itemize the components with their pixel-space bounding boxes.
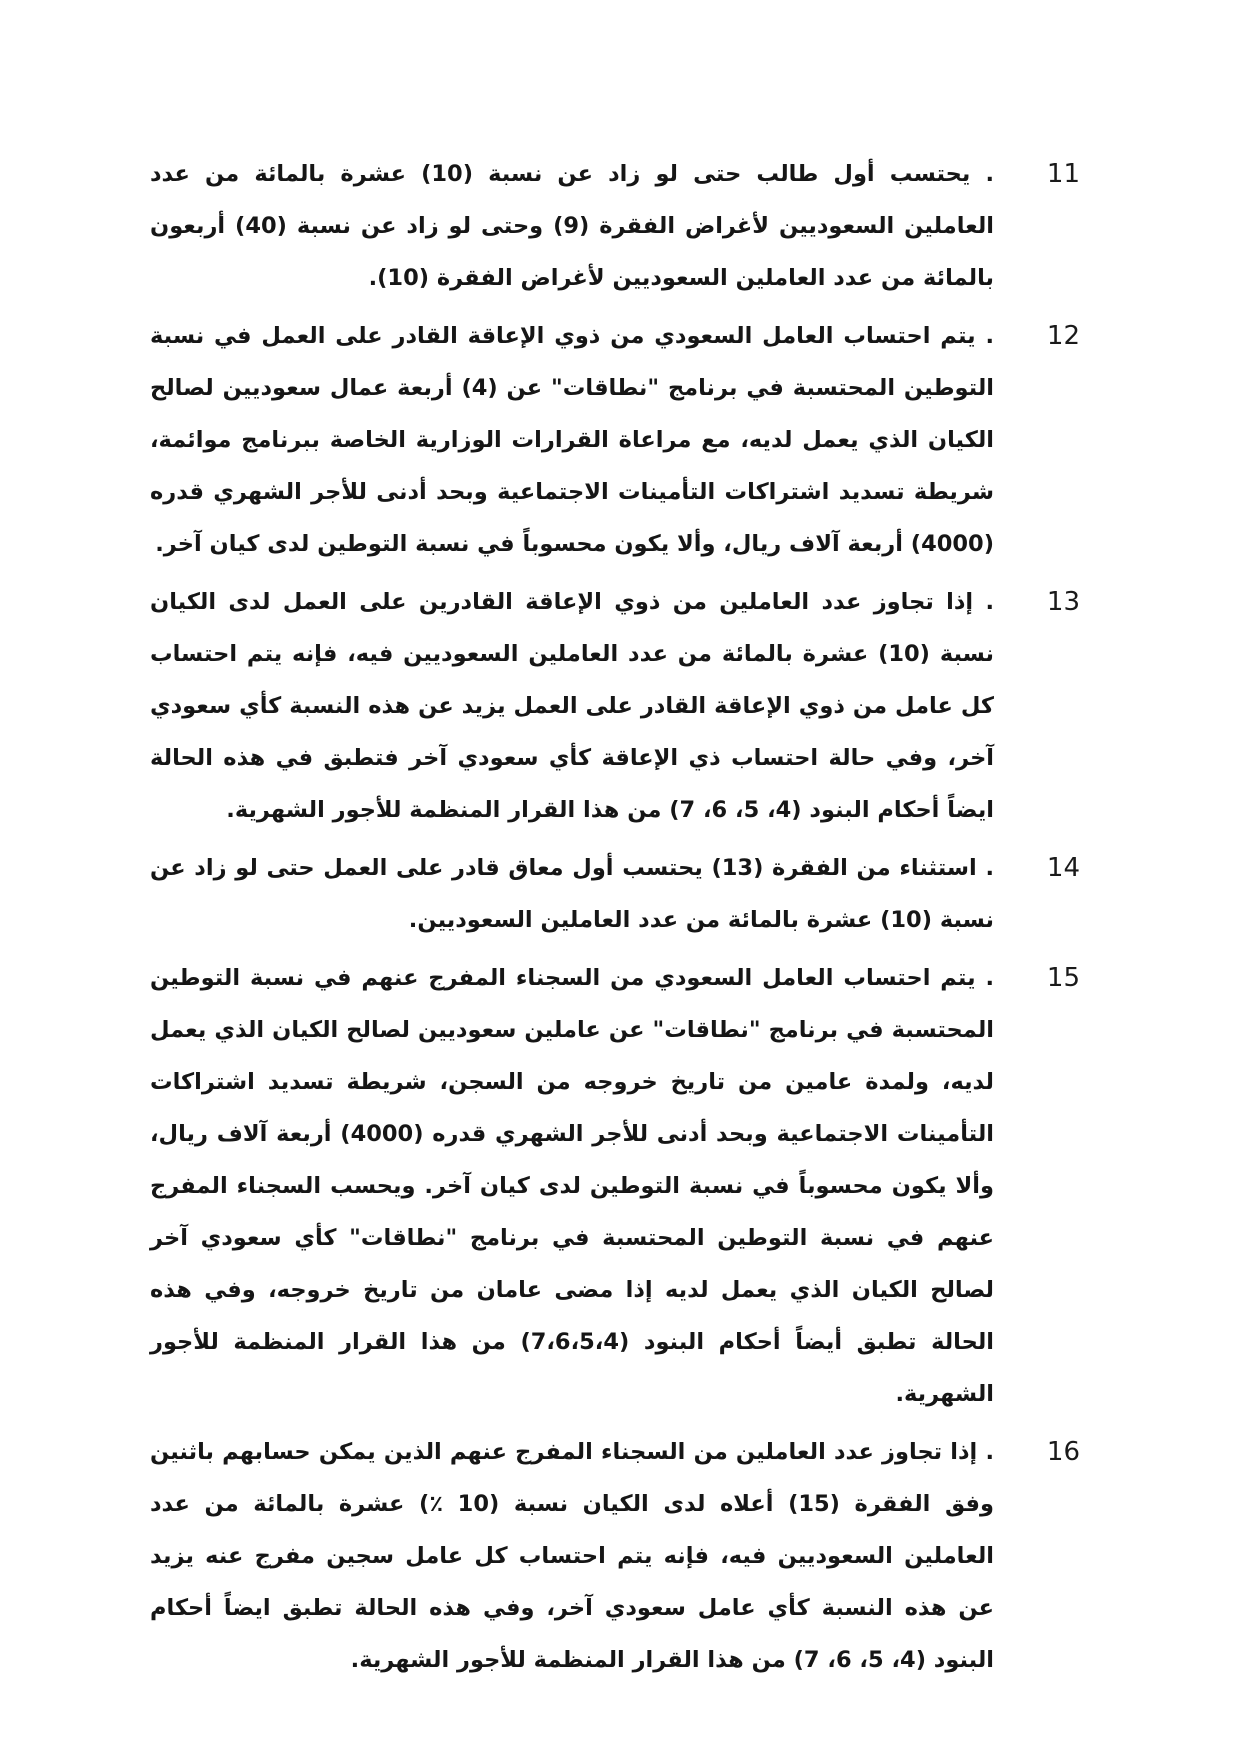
clause-15 bbox=[150, 952, 1080, 1420]
clause-13 bbox=[150, 576, 1080, 836]
clause-number: 15 bbox=[1046, 963, 1080, 993]
clause-11 bbox=[150, 148, 1080, 304]
clause-12 bbox=[150, 310, 1080, 570]
clause-text: . يتم احتساب العامل السعودي من ذوي الإعاقة القادر على العمل في نسبة التوطين المحتسبة في برنامج "نطاقات" عن (4) أربعة عمال سعوديين لصالح الكيان الذي يعمل لديه، مع مراعاة القرارات الوزارية الخاصة ببرنامج موائمة، شريطة تسديد اشتراكات التأمينات الاجتماعية وبحد أدنى للأجر الشهري قدره (4000) أربعة آلاف ريال، وألا يكون محسوباً في نسبة التوطين لدى كيان آخر. bbox=[150, 323, 995, 557]
clause-text: . إذا تجاوز عدد العاملين من السجناء المفرج عنهم الذين يمكن حسابهم باثنين وفق الفقرة (15) أعلاه لدى الكيان نسبة (10 ٪) عشرة بالمائة من عدد العاملين السعوديين فيه، فإنه يتم احتساب كل عامل سجين مفرج عنه يزيد عن هذه النسبة كأي عامل سعودي آخر، وفي هذه الحالة تطبق ايضاً أحكام البنود (4، 5، 6، 7) من هذا القرار المنظمة للأجور الشهرية. bbox=[150, 1439, 994, 1673]
clauses-list bbox=[150, 148, 1080, 1692]
clause-text: . يتم احتساب العامل السعودي من السجناء المفرج عنهم في نسبة التوطين المحتسبة في برنامج "نطاقات" عن عاملين سعوديين لصالح الكيان الذي يعمل لديه، ولمدة عامين من تاريخ خروجه من السجن، شريطة تسديد اشتراكات التأمينات الاجتماعية وبحد أدنى للأجر الشهري قدره (4000) أربعة آلاف ريال، وألا يكون محسوباً في نسبة التوطين لدى كيان آخر. ويحسب السجناء المفرج عنهم في نسبة التوطين المحتسبة في برنامج "نطاقات" كأي سعودي آخر لصالح الكيان الذي يعمل لديه إذا مضى عامان من تاريخ خروجه، وفي هذه الحالة تطبق أيضاً أحكام البنود (7،6،5،4) من هذا القرار المنظمة للأجور الشهرية. bbox=[150, 965, 994, 1407]
clause-number: 16 bbox=[1046, 1437, 1080, 1467]
clause-number: 13 bbox=[1046, 587, 1080, 617]
clause-number: 12 bbox=[1046, 321, 1080, 351]
clause-text: . استثناء من الفقرة (13) يحتسب أول معاق قادر على العمل حتى لو زاد عن نسبة (10) عشرة بالمائة من عدد العاملين السعوديين. bbox=[150, 855, 995, 933]
clause-number: 11 bbox=[1046, 159, 1080, 189]
clause-16 bbox=[150, 1426, 1080, 1686]
clause-14 bbox=[150, 842, 1080, 946]
clause-number: 14 bbox=[1046, 853, 1080, 883]
clause-text: . يحتسب أول طالب حتى لو زاد عن نسبة (10) عشرة بالمائة من عدد العاملين السعوديين لأغراض الفقرة (9) وحتى لو زاد عن نسبة (40) أربعون بالمائة من عدد العاملين السعوديين لأغراض الفقرة (10). bbox=[150, 161, 994, 291]
clause-text: . إذا تجاوز عدد العاملين من ذوي الإعاقة القادرين على العمل لدى الكيان نسبة (10) عشرة بالمائة من عدد العاملين السعوديين فيه، فإنه يتم احتساب كل عامل من ذوي الإعاقة القادر على العمل يزيد عن هذه النسبة كأي سعودي آخر، وفي حالة احتساب ذي الإعاقة كأي سعودي آخر فتطبق في هذه الحالة ايضاً أحكام البنود (4، 5، 6، 7) من هذا القرار المنظمة للأجور الشهرية. bbox=[150, 589, 994, 823]
